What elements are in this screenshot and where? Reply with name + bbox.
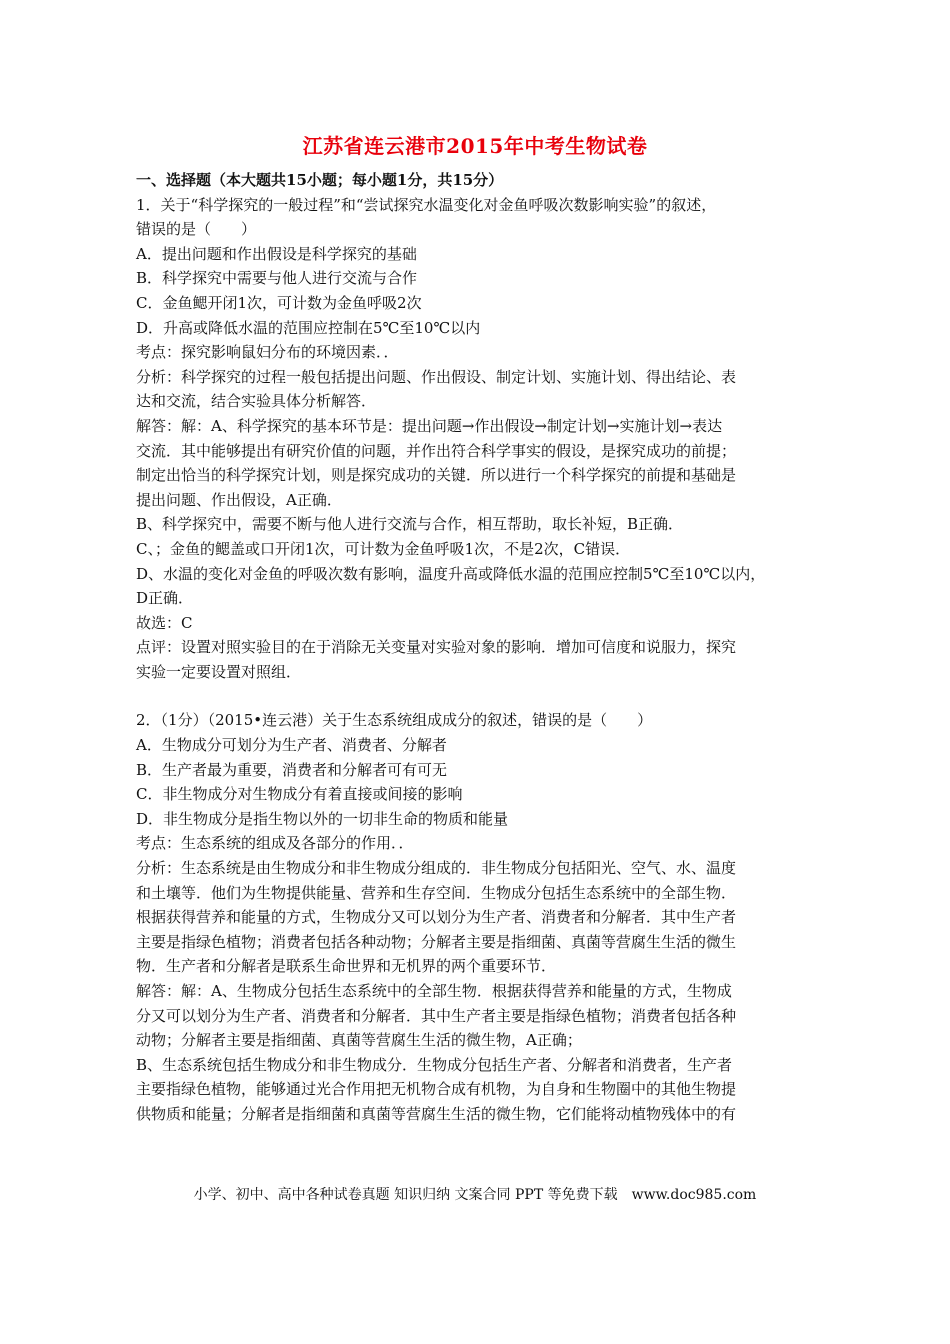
q2-kaodian: 考点：生态系统的组成及各部分的作用．． bbox=[136, 834, 414, 853]
q1-answer: 提出问题、作出假设，A正确． bbox=[136, 490, 342, 509]
q1-comment: 实验一定要设置对照组． bbox=[136, 662, 302, 681]
q1-kaodian: 考点：探究影响鼠妇分布的环境因素．． bbox=[136, 343, 399, 362]
q2-answer: 供物质和能量；分解者是指细菌和真菌等营腐生生活的微生物，它们能将动植物残体中的有 bbox=[136, 1104, 737, 1123]
q2-answer: 解答：解：A、生物成分包括生态系统中的全部生物．根据获得营养和能量的方式，生物成 bbox=[136, 982, 732, 1000]
spacer bbox=[136, 684, 816, 708]
q1-answer: D、水温的变化对金鱼的呼吸次数有影响，温度升高或降低水温的范围应控制5℃至10℃以内， bbox=[136, 564, 766, 583]
q2-option-a: A．生物成分可划分为生产者、消费者、分解者 bbox=[136, 736, 447, 755]
q2-stem: 2．（1分）（2015•连云港）关于生态系统组成成分的叙述，错误的是（ ） bbox=[136, 711, 653, 730]
q2-option-c: C．非生物成分对生物成分有着直接或间接的影响 bbox=[136, 785, 463, 804]
document-title: 江苏省连云港市2015年中考生物试卷 bbox=[302, 134, 648, 158]
q2-analysis: 和土壤等．他们为生物提供能量、营养和生存空间．生物成分包括生态系统中的全部生物． bbox=[136, 883, 737, 902]
q2-answer: 动物；分解者主要是指细菌、真菌等营腐生生活的微生物，A正确； bbox=[136, 1031, 582, 1050]
q2-analysis: 主要是指绿色植物；消费者包括各种动物；分解者主要是指细菌、真菌等营腐生生活的微生 bbox=[136, 932, 737, 951]
q1-stem: 错误的是（ ） bbox=[136, 220, 257, 239]
q2-analysis: 分析：生态系统是由生物成分和非生物成分组成的．非生物成分包括阳光、空气、水、温度 bbox=[136, 859, 737, 878]
q1-answer: D正确． bbox=[136, 589, 194, 608]
q1-analysis: 达和交流，结合实验具体分析解答． bbox=[136, 392, 377, 411]
q1-answer: 制定出恰当的科学探究计划，则是探究成功的关键．所以进行一个科学探究的前提和基础是 bbox=[136, 466, 737, 485]
q1-option-d: D．升高或降低水温的范围应控制在5℃至10℃以内 bbox=[136, 318, 481, 337]
q1-analysis: 分析：科学探究的过程一般包括提出问题、作出假设、制定计划、实施计划、得出结论、表 bbox=[136, 367, 737, 386]
document-body bbox=[136, 168, 816, 1127]
q1-answer: B、科学探究中，需要不断与他人进行交流与合作，相互帮助，取长补短，B正确． bbox=[136, 515, 684, 534]
q2-analysis: 物．生产者和分解者是联系生命世界和无机界的两个重要环节． bbox=[136, 957, 557, 976]
q1-answer: 交流．其中能够提出有研究价值的问题，并作出符合科学事实的假设，是探究成功的前提； bbox=[136, 441, 737, 460]
q1-option-b: B．科学探究中需要与他人进行交流与合作 bbox=[136, 269, 418, 288]
q2-answer: 分又可以划分为生产者、消费者和分解者．其中生产者主要是指绿色植物；消费者包括各种 bbox=[136, 1006, 737, 1025]
q1-option-a: A．提出问题和作出假设是科学探究的基础 bbox=[136, 244, 417, 263]
q1-answer: 解答：解：A、科学探究的基本环节是：提出问题→作出假设→制定计划→实施计划→表达 bbox=[136, 416, 723, 435]
section-heading: 一、选择题（本大题共15小题；每小题1分，共15分） bbox=[136, 171, 504, 189]
q1-option-c: C．金鱼鳃开闭1次，可计数为金鱼呼吸2次 bbox=[136, 293, 422, 312]
q2-option-b: B．生产者最为重要，消费者和分解者可有可无 bbox=[136, 760, 448, 779]
q1-comment: 点评：设置对照实验目的在于消除无关变量对实验对象的影响．增加可信度和说服力，探究 bbox=[136, 638, 737, 657]
q1-answer: C、；金鱼的鳃盖或口开闭1次，可计数为金鱼呼吸1次，不是2次，C错误． bbox=[136, 539, 631, 558]
q2-option-d: D．非生物成分是指生物以外的一切非生命的物质和能量 bbox=[136, 809, 509, 828]
q1-stem: 1．关于“科学探究的一般过程”和“尝试探究水温变化对金鱼呼吸次数影响实验”的叙述， bbox=[136, 195, 717, 214]
q1-choice: 故选：C bbox=[136, 613, 193, 632]
page-footer: 小学、初中、高中各种试卷真题 知识归纳 文案合同 PPT 等免费下载 www.doc985.com bbox=[193, 1187, 757, 1203]
q2-answer: B、生态系统包括生物成分和非生物成分．生物成分包括生产者、分解者和消费者，生产者 bbox=[136, 1055, 733, 1074]
q2-analysis: 根据获得营养和能量的方式，生物成分又可以划分为生产者、消费者和分解者．其中生产者 bbox=[136, 908, 737, 927]
q2-answer: 主要指绿色植物，能够通过光合作用把无机物合成有机物，为自身和生物圈中的其他生物提 bbox=[136, 1080, 737, 1099]
